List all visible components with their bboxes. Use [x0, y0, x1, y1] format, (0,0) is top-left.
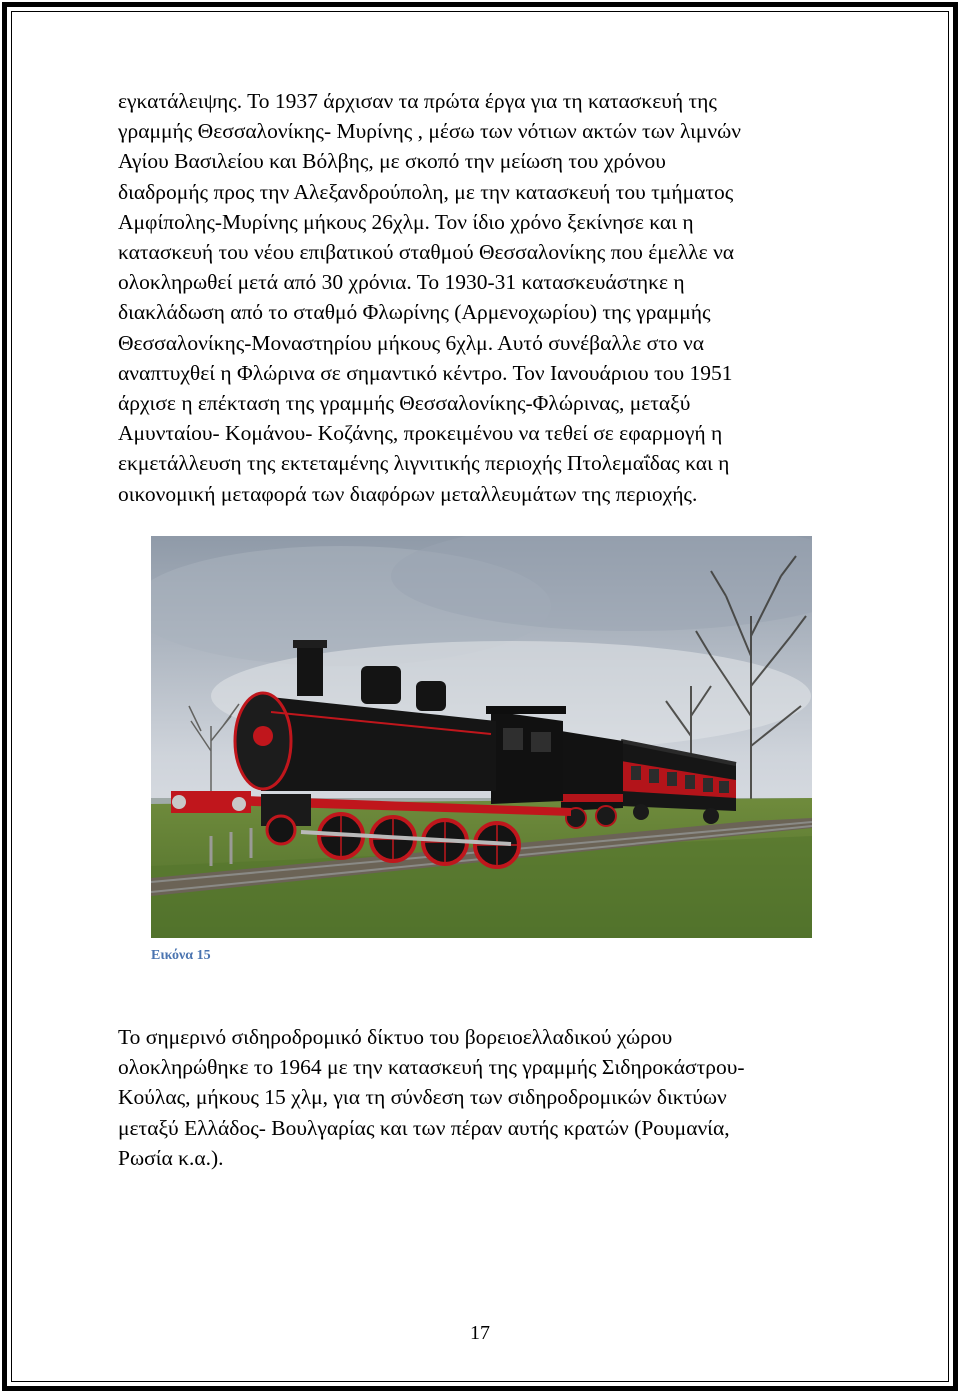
- text-line: Αμυνταίου- Κομάνου- Κοζάνης, προκειμένου να τεθεί σε εφαρμογή η: [118, 421, 723, 446]
- text-line: κατασκευή του νέου επιβατικού σταθμού Θεσσαλονίκης που έμελλε να: [118, 240, 735, 265]
- text-line: Αγίου Βασιλείου και Βόλβης, με σκοπό την μείωση του χρόνου: [118, 149, 666, 174]
- text-line: εγκατάλειψης. Το 1937 άρχισαν τα πρώτα έργα για τη κατασκευή της: [118, 89, 717, 113]
- text-line: Κούλας, μήκους 15 χλμ, για τη σύνδεση των σιδηροδρομικών δικτύων: [118, 1085, 727, 1110]
- page-number: 17: [470, 1322, 490, 1344]
- text-line: Το σημερινό σιδηροδρομικό δίκτυο του βορειοελλαδικού χώρου: [118, 1025, 673, 1049]
- text-line: μεταξύ Ελλάδος- Βουλγαρίας και των πέραν αυτής κρατών (Ρουμανία,: [118, 1115, 730, 1140]
- text-line: Ρωσία κ.α.).: [118, 1145, 224, 1170]
- paragraph-history: [118, 86, 844, 509]
- text-line: ολοκληρώθηκε το 1964 με την κατασκευή της γραμμής Σιδηροκάστρου-: [118, 1055, 745, 1080]
- text-line: αναπτυχθεί η Φλώρινα σε σημαντικό κέντρο. Τον Ιανουάριου του 1951: [118, 360, 733, 385]
- text-line: διαδρομής προς την Αλεξανδρούπολη, με την κατασκευή του τμήματος: [118, 179, 734, 204]
- text-line: διακλάδωση από το σταθμό Φλωρίνης (Αρμενοχωρίου) της γραμμής: [118, 300, 711, 325]
- figure-caption: Εικόνα 15: [151, 948, 211, 963]
- text-line: οικονομική μεταφορά των διαφόρων μεταλλευμάτων της περιοχής.: [118, 481, 698, 506]
- text-line: Αμφίπολης-Μυρίνης μήκους 26χλμ. Τον ίδιο χρόνο ξεκίνησε και η: [118, 209, 694, 234]
- text-line: Θεσσαλονίκης-Μοναστηρίου μήκους 6χλμ. Αυτό συνέβαλλε στο να: [118, 330, 704, 355]
- text-line: ολοκληρωθεί μετά από 30 χρόνια. Το 1930-31 κατασκευάστηκε η: [118, 270, 685, 295]
- text-line: γραμμής Θεσσαλονίκης- Μυρίνης , μέσω των νότιων ακτών των λιμνών: [118, 119, 742, 144]
- steam-locomotive-photo: [151, 536, 812, 938]
- paragraph-network: [118, 1022, 844, 1173]
- text-line: άρχισε η επέκταση της γραμμής Θεσσαλονίκης-Φλώρινας, μεταξύ: [118, 391, 691, 416]
- text-line: εκμετάλλευση της εκτεταμένης λιγνιτικής περιοχής Πτολεμαΐδας και η: [118, 451, 730, 476]
